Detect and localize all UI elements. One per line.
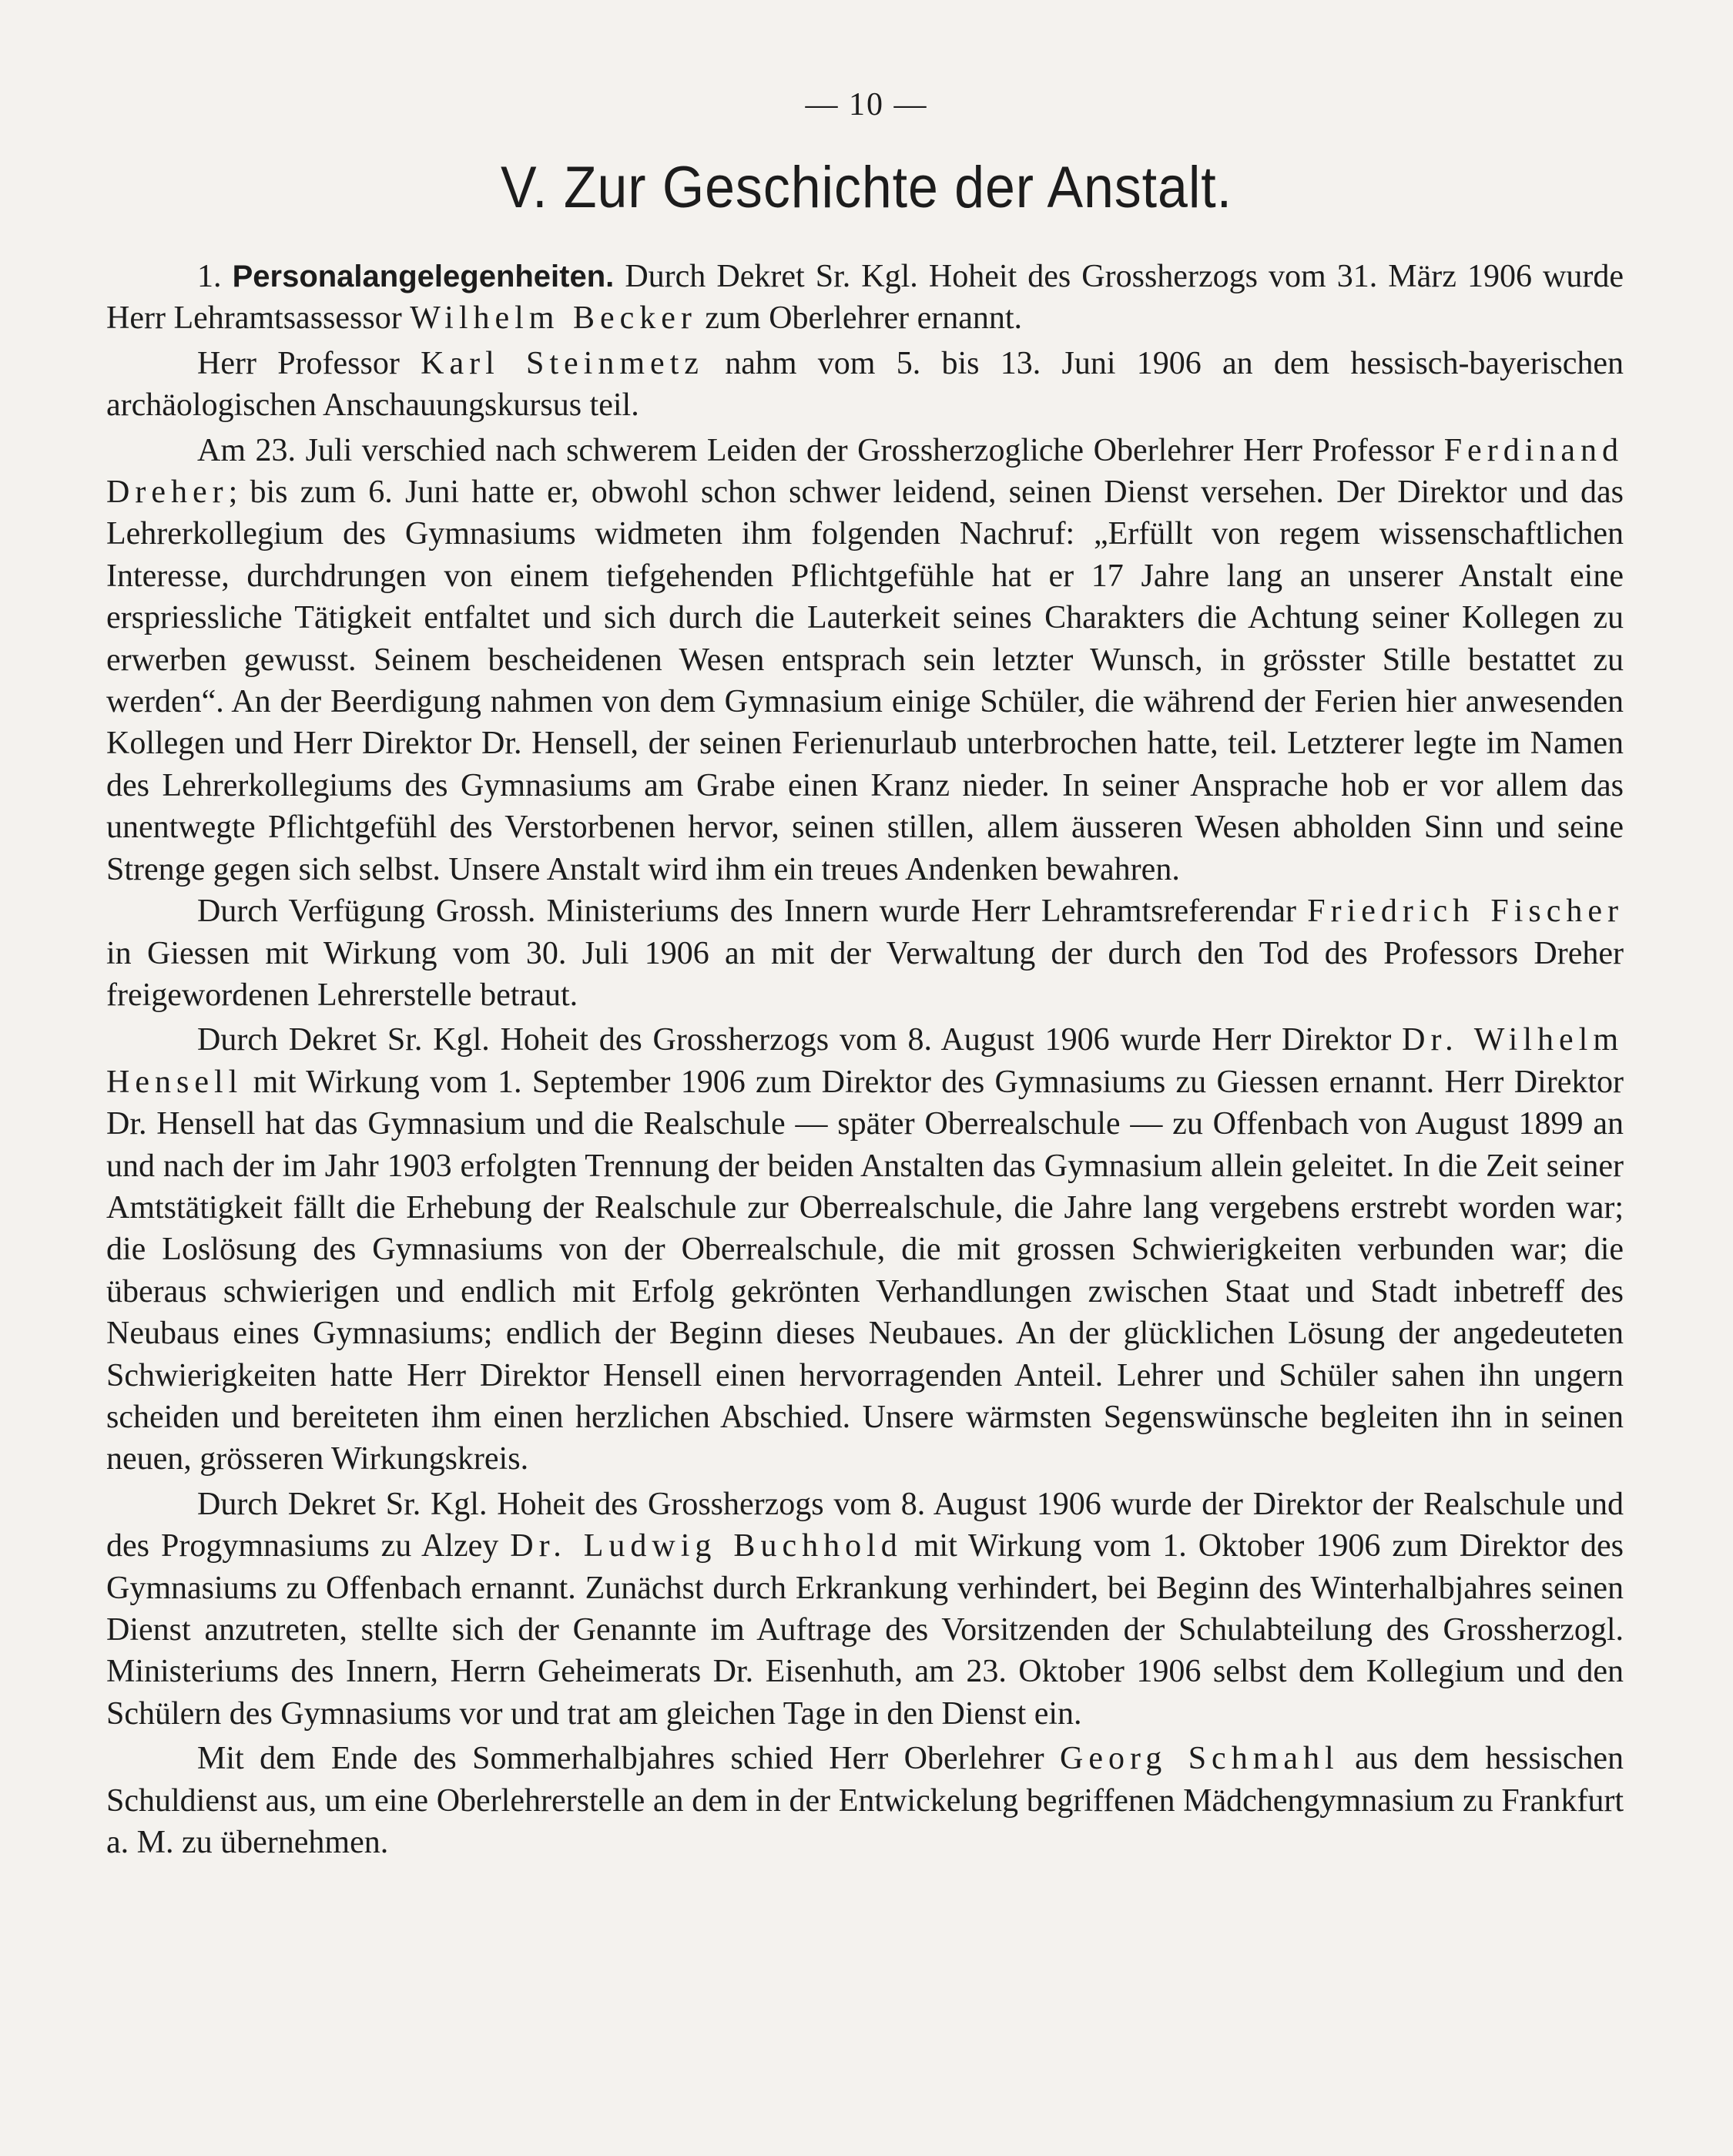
text-segment: Durch Dekret Sr. Kgl. Hoheit des Grossherzogs vom 31. März 1906 wurde Herr Lehramtsassessor [106,259,1624,337]
text-segment: Am 23. Juli verschied nach schwerem Leiden der Grossherzogliche Oberlehrer Herr Professor [197,432,1444,468]
person-name: Wilhelm Becker [410,300,697,337]
paragraph-schmahl [106,1738,1624,1863]
text-segment: aus dem hessischen Schuldienst aus, um eine Oberlehrerstelle an dem in der Entwickelung begriffenen Mädchengymnasium zu Frankfurt a. M. zu übernehmen. [106,1741,1624,1861]
paragraph-buchhold [106,1484,1624,1735]
paragraph-steinmetz [106,343,1624,427]
section-heading: V. Zur Geschichte der Anstalt. [501,155,1232,220]
body-text [106,256,1624,1863]
page-number: — 10 — [805,87,928,122]
person-name: Georg Schmahl [1060,1741,1339,1777]
person-name: Dr. Ludwig Buchhold [510,1528,903,1564]
paragraph-personal-becker [106,256,1624,340]
paragraph-fischer [106,890,1624,1016]
paragraph-dreher [106,430,1624,890]
text-segment: mit Wirkung vom 1. September 1906 zum Direktor des Gymnasiums zu Giessen ernannt. Herr Direktor Dr. Hensell hat das Gymnasium und die Realschule — später Oberrealschule — zu Offenbach von August 1899 an und nach der im Jahr 1903 erfolgten Trennung der beiden Anstalten das Gymnasium allein geleitet. In die Zeit seiner Amtstätigkeit fällt die Erhebung der Realschule zur Oberrealschule, die Jahre lang vergebens erstrebt worden war; die Loslösung des Gymnasiums von der Oberrealschule, die mit grossen Schwierigkeiten verbunden war; die überaus schwierigen und endlich mit Erfolg gekrönten Verhandlungen zwischen Staat und Stadt inbetreff des Neubaus eines Gymnasiums; endlich der Beginn dieses Neubaues. An der glücklichen Lösung der angedeuteten Schwierigkeiten hatte Herr Direktor Hensell einen hervorragenden Anteil. Lehrer und Schüler sahen ihn ungern scheiden und bereiteten ihm einen herzlichen Abschied. Unsere wärmsten Segenswünsche begleiten ihn in seinen neuen, grösseren Wirkungskreis. [106,1064,1624,1477]
text-segment: Herr Professor [197,345,421,381]
text-segment: 1. [197,259,233,294]
person-name: Ferdinand Dreher [106,432,1624,511]
text-segment: in Giessen mit Wirkung vom 30. Juli 1906 an mit der Verwaltung der durch den Tod des Professors Dreher freigewordenen Lehrerstelle betraut. [106,935,1624,1013]
text-segment: Mit dem Ende des Sommerhalbjahres schied Herr Oberlehrer [197,1741,1061,1777]
text-segment: Durch Verfügung Grossh. Ministeriums des Innern wurde Herr Lehramtsreferendar [197,894,1308,930]
person-name: Karl Steinmetz [421,345,704,381]
text-segment: ; bis zum 6. Juni hatte er, obwohl schon schwer leidend, seinen Dienst versehen. Der Direktor und das Lehrerkollegium des Gymnasiums widmeten ihm folgenden Nachruf: „Erfüllt von regem wissenschaftlichen Interesse, durchdrungen von einem tiefgehenden Pflichtgefühle hat er 17 Jahre lang an unserer Anstalt eine erspriessliche Tätigkeit entfaltet und sich durch die Lauterkeit seines Charakters die Achtung seiner Kollegen zu erwerben gewusst. Seinem bescheidenen Wesen entsprach sein letzter Wunsch, in grösster Stille bestattet zu werden“. An der Beerdigung nahmen von dem Gymnasium einige Schüler, die während der Ferien hier anwesenden Kollegen und Herr Direktor Dr. Hensell, der seinen Ferienurlaub unterbrochen hatte, teil. Letzterer legte im Namen des Lehrerkollegiums des Gymnasiums am Grabe einen Kranz nieder. In seiner Ansprache hob er vor allem das unentwegte Pflichtgefühl des Verstorbenen hervor, seinen stillen, allem äusseren Wesen abholden Sinn und seine Strenge gegen sich selbst. Unsere Anstalt wird ihm ein treues Andenken bewahren. [106,474,1624,887]
subheading-personalangelegenheiten: Personalangelegenheiten. [232,260,615,293]
text-segment: Durch Dekret Sr. Kgl. Hoheit des Grossherzogs vom 8. August 1906 wurde Herr Direktor [197,1022,1403,1058]
person-name: Dr. Wilhelm Hensell [106,1022,1624,1100]
text-segment: zum Oberlehrer ernannt. [696,300,1023,337]
text-segment: Durch Dekret Sr. Kgl. Hoheit des Grossherzogs vom 8. August 1906 wurde der Direktor der Realschule und des Progymnasiums zu Alzey [106,1486,1624,1564]
text-segment: nahm vom 5. bis 13. Juni 1906 an dem hessisch-bayerischen archäologischen Anschauungskursus teil. [106,345,1624,424]
paragraph-hensell [106,1019,1624,1480]
person-name: Friedrich Fischer [1307,894,1624,930]
text-segment: mit Wirkung vom 1. Oktober 1906 zum Direktor des Gymnasiums zu Offenbach ernannt. Zunächst durch Erkrankung verhindert, bei Beginn des Winterhalbjahres seinen Dienst anzutreten, stellte sich der Genannte im Auftrage des Vorsitzenden der Schulabteilung des Grossherzogl. Ministeriums des Innern, Herrn Geheimerats Dr. Eisenhuth, am 23. Oktober 1906 selbst dem Kollegium und den Schülern des Gymnasiums vor und trat am gleichen Tage in den Dienst ein. [106,1528,1624,1732]
